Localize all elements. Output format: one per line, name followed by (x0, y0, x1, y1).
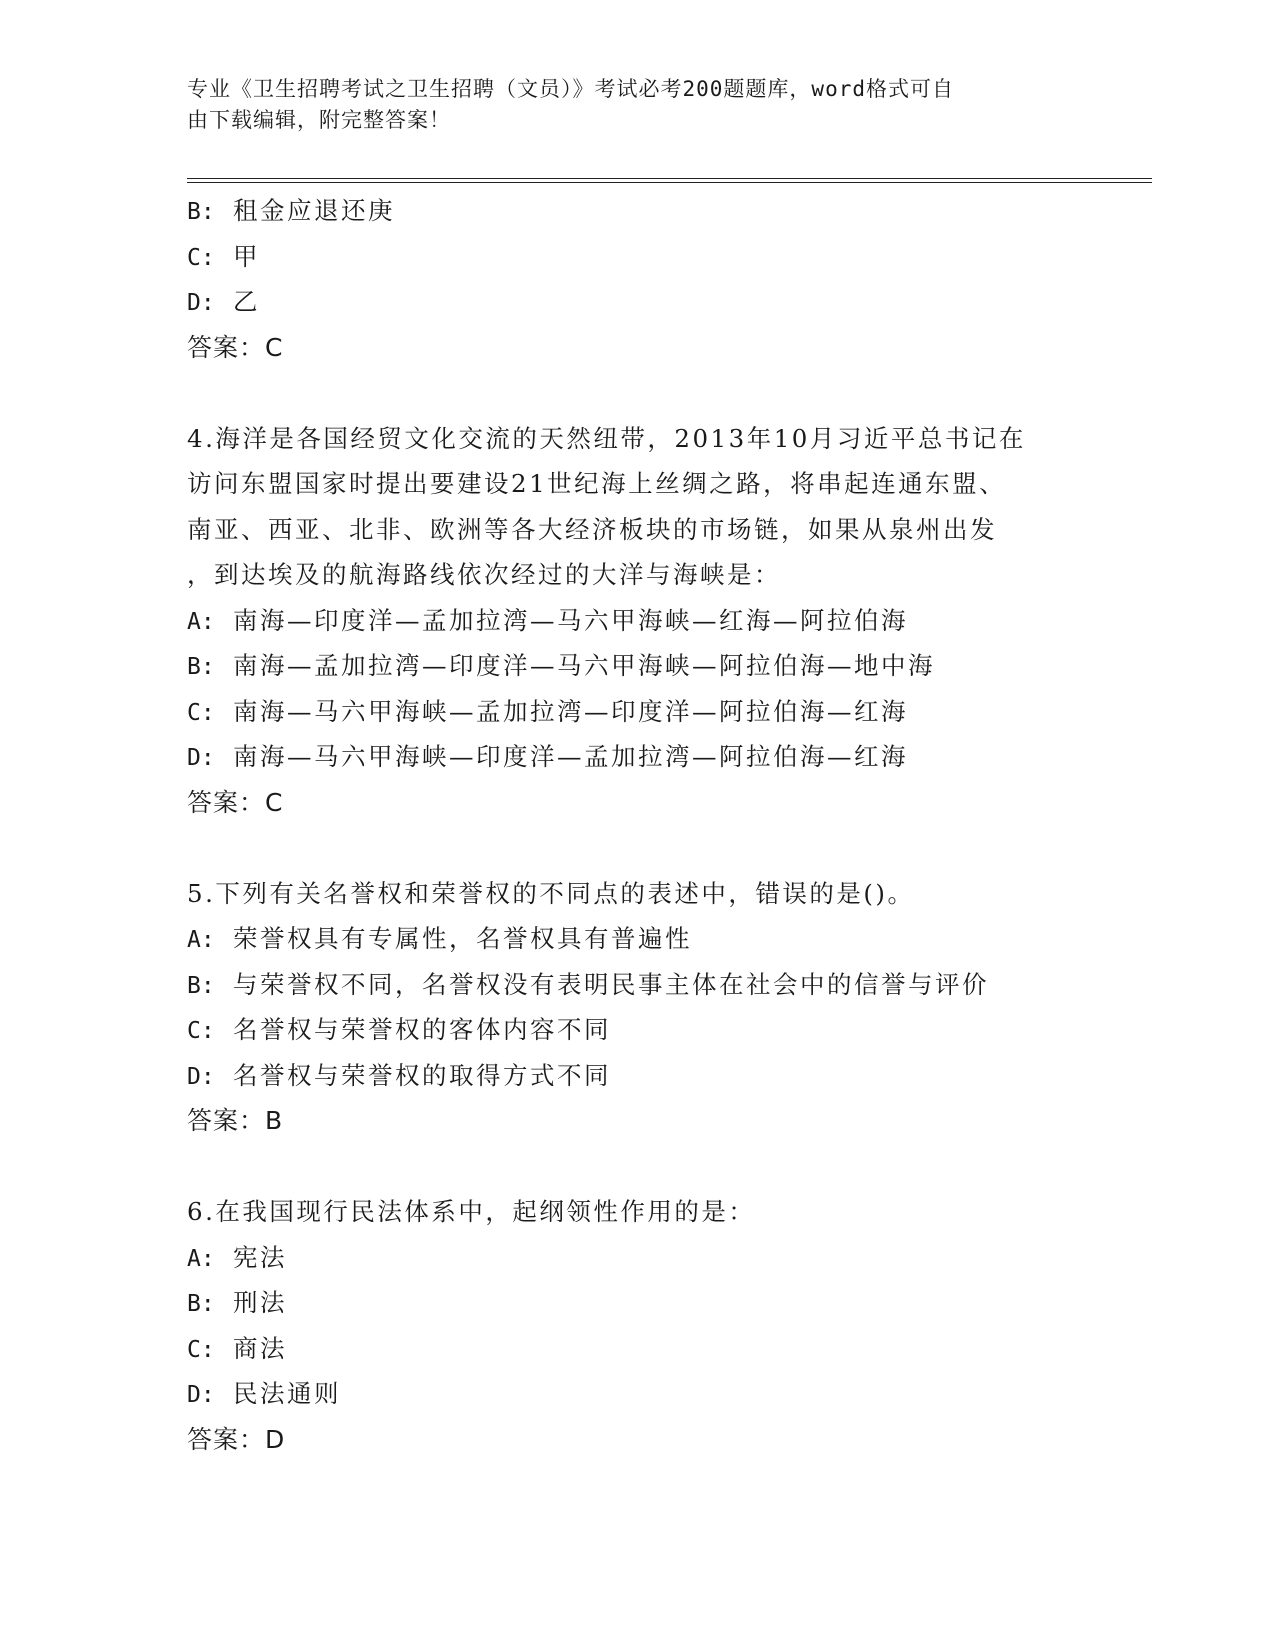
option-key: D: (187, 1063, 215, 1090)
option-key: D: (187, 1382, 215, 1408)
question-4 (187, 416, 1087, 826)
question-stem-line: 访问东盟国家时提出要建设21世纪海上丝绸之路，将串起连通东盟、 (187, 469, 1007, 498)
option-d (187, 734, 1087, 780)
option-text: 名誉权与荣誉权的取得方式不同 (233, 1060, 611, 1090)
option-text: 宪法 (233, 1242, 287, 1272)
spacer (187, 1144, 1087, 1190)
header-line-2: 由下载编辑，附完整答案！ (187, 108, 451, 132)
answer-line: 答案：B (187, 1106, 284, 1135)
option-b (187, 962, 1087, 1008)
question-stem-line: 5.下列有关名誉权和荣誉权的不同点的表述中，错误的是()。 (187, 878, 915, 908)
question-list (187, 188, 1087, 1462)
option-text: 南海—马六甲海峡—孟加拉湾—印度洋—阿拉伯海—红海 (233, 696, 908, 726)
option-c (187, 689, 1087, 735)
option-b (187, 643, 1087, 689)
option-text: 荣誉权具有专属性，名誉权具有普遍性 (233, 924, 692, 953)
answer-line: 答案：C (187, 787, 284, 817)
option-key: C: (187, 699, 215, 726)
question-5 (187, 871, 1087, 1144)
question-stem-line: 4.海洋是各国经贸文化交流的天然纽带，2013年10月习近平总书记在 (187, 423, 1026, 453)
option-key: D: (187, 290, 215, 316)
option-text: 南海—马六甲海峡—印度洋—孟加拉湾—阿拉伯海—红海 (233, 742, 908, 771)
question-stem-line: ，到达埃及的航海路线依次经过的大洋与海峡是： (187, 560, 781, 589)
option-key: B: (187, 972, 215, 999)
question-stem-line: 6.在我国现行民法体系中，起纲领性作用的是： (187, 1197, 756, 1226)
option-key: C: (187, 1018, 215, 1044)
question-3-continuation (187, 188, 1087, 370)
option-key: D: (187, 745, 215, 771)
question-6 (187, 1189, 1087, 1462)
option-c (187, 234, 1087, 280)
option-d (187, 1371, 1087, 1417)
option-b (187, 188, 1087, 234)
option-text: 名誉权与荣誉权的客体内容不同 (233, 1015, 611, 1044)
question-stem-line: 南亚、西亚、北非、欧洲等各大经济板块的市场链，如果从泉州出发 (187, 514, 997, 544)
option-text: 甲 (233, 241, 260, 271)
option-a (187, 916, 1087, 962)
option-text: 民法通则 (233, 1379, 341, 1408)
document-header (187, 74, 1067, 136)
option-key: C: (187, 1336, 215, 1363)
option-d (187, 279, 1087, 325)
option-c (187, 1326, 1087, 1372)
answer-line: 答案：D (187, 1424, 286, 1454)
answer-line: 答案：C (187, 332, 284, 362)
option-b (187, 1280, 1087, 1326)
option-a (187, 1235, 1087, 1281)
option-key: B: (187, 1291, 215, 1317)
option-a (187, 598, 1087, 644)
option-d (187, 1053, 1087, 1099)
option-key: A: (187, 1245, 215, 1272)
option-key: A: (187, 608, 215, 635)
option-key: A: (187, 927, 215, 953)
spacer (187, 825, 1087, 871)
header-line-1: 专业《卫生招聘考试之卫生招聘（文员）》考试必考200题题库，word格式可自 (187, 77, 954, 101)
option-key: C: (187, 244, 215, 271)
header-divider (187, 178, 1152, 183)
option-text: 乙 (233, 287, 260, 316)
option-key: B: (187, 654, 215, 680)
option-text: 与荣誉权不同，名誉权没有表明民事主体在社会中的信誉与评价 (233, 969, 989, 999)
option-text: 刑法 (233, 1288, 287, 1317)
option-text: 南海—印度洋—孟加拉湾—马六甲海峡—红海—阿拉伯海 (233, 605, 908, 635)
spacer (187, 370, 1087, 416)
option-key: B: (187, 199, 215, 225)
option-c (187, 1007, 1087, 1053)
option-text: 南海—孟加拉湾—印度洋—马六甲海峡—阿拉伯海—地中海 (233, 651, 935, 680)
option-text: 商法 (233, 1333, 287, 1363)
option-text: 租金应退还庚 (233, 196, 395, 225)
